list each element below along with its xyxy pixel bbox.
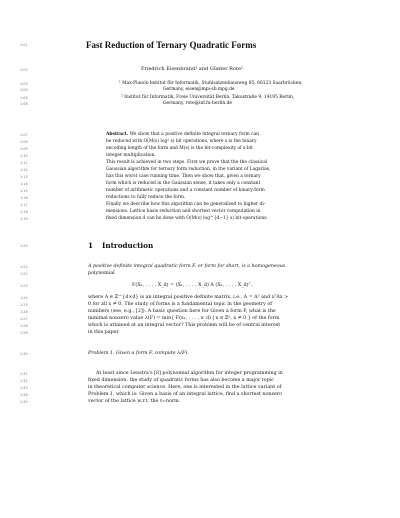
affiliation-line: Germany, rote@inf.fu-berlin.de xyxy=(163,101,232,106)
line-number: 1:20 xyxy=(20,244,28,248)
line-number: 1:24 xyxy=(20,296,28,300)
body-line: Problem 1, which is: Given a basis of an integral lattice, find a shortest nonzero xyxy=(88,392,283,397)
line-number: 1:30 xyxy=(20,352,28,356)
line-number: 1:14 xyxy=(20,182,28,186)
body-line: which is attained at an integral vector? This problem will be of central interest xyxy=(88,323,281,328)
line-number: 1:17 xyxy=(20,203,28,207)
line-number: 1:19 xyxy=(20,217,28,221)
line-number: 1:09 xyxy=(20,147,28,151)
abstract-line: We show that a positive definite integral ternary form can xyxy=(129,132,259,137)
abstract-line: Finally we describe how this algorithm can be generalized to higher di- xyxy=(106,202,266,207)
body-line: minimal nonzero value λ(F) = min{ F(x₁, . . . , x_d) | x ∈ ℤᵈ, x ≠ 0 } of the form xyxy=(88,316,280,321)
line-number: 1:04 xyxy=(20,88,28,92)
line-number: 1:26 xyxy=(20,310,28,314)
line-number: 1:13 xyxy=(20,175,28,179)
line-number: 1:07 xyxy=(20,133,28,137)
line-number: 1:31 xyxy=(20,372,28,376)
section-title: Introduction xyxy=(102,241,154,250)
abstract-label: Abstract. xyxy=(106,132,129,137)
line-number: 1:08 xyxy=(20,140,28,144)
line-number: 1:15 xyxy=(20,189,28,193)
line-number: 1:32 xyxy=(20,379,28,383)
abstract-first-line xyxy=(106,132,259,137)
body-line: where A ∈ ℤ^{d×d} is an integral positive definite matrix, i.e., A = Aᵀ and xᵀAx > xyxy=(88,295,289,300)
abstract-line: fixed dimension d can be done with O(M(s) log^{d−1} s) bit-operations. xyxy=(106,216,268,221)
equation: F(X₁, . . . , X_d) = (X₁, . . . , X_d) A (X₁, . . . , X_d)ᵀ, xyxy=(132,283,253,288)
line-number: 1:05 xyxy=(20,96,28,100)
line-number: 1:02 xyxy=(20,68,28,72)
paper-authors: Friedrich Eisenbrand¹ and Günter Rote² xyxy=(141,66,243,72)
affiliation-line: ² Institut für Informatik, Freie Universität Berlin, Takustraße 9, 14195 Berlin, xyxy=(121,95,295,100)
abstract-line: form which is reduced in the Gaussian sense, it takes only a constant xyxy=(106,181,261,186)
abstract-line: integer multiplication. xyxy=(106,153,156,158)
abstract-line: encoding length of the form and M(s) is the bit-complexity of s-bit xyxy=(106,146,253,151)
abstract-line: Gaussian algorithm for ternary form reduction, in the variant of Lagarias, xyxy=(106,167,271,172)
line-number: 1:27 xyxy=(20,317,28,321)
line-number: 1:35 xyxy=(20,400,28,404)
abstract-line: be reduced with O(M(s) log² s) bit operations, where s is the binary xyxy=(106,139,257,144)
line-number: 1:06 xyxy=(20,102,28,106)
abstract-line: mensions. Lattice basis reduction and shortest vector computation in xyxy=(106,209,261,214)
body-line: numbers (see, e.g., [2]). A basic question here for Given a form F, what is the xyxy=(88,309,276,314)
paper-title: Fast Reduction of Ternary Quadratic Forms xyxy=(86,40,257,50)
line-number: 1:28 xyxy=(20,324,28,328)
line-number: 1:29 xyxy=(20,331,28,335)
body-line: in this paper. xyxy=(88,330,120,335)
abstract-line: has this worst case running time. Then we show that, given a ternary xyxy=(106,174,261,179)
body-line: fixed dimension, the study of quadratic forms has also become a major topic xyxy=(88,378,274,383)
body-line: 0 for all x ≠ 0. The study of forms is a fundamental topic in the geometry of xyxy=(88,302,273,307)
line-number: 1:12 xyxy=(20,168,28,172)
line-number: 1:34 xyxy=(20,393,28,397)
problem-statement: Problem 1. Given a form F, compute λ(F). xyxy=(88,351,189,356)
line-number: 1:18 xyxy=(20,210,28,214)
abstract-line: This result is achieved in two steps. First we prove that the the classical xyxy=(106,160,268,165)
line-number: 1:22 xyxy=(20,272,28,276)
abstract-line: reductions to fully reduce the form. xyxy=(106,195,186,200)
section-number: 1 xyxy=(88,241,94,250)
body-line: At least since Lenstra's [8] polynomial algorithm for integer programming in xyxy=(96,371,283,376)
body-line: polynomial xyxy=(88,271,115,276)
body-line: A positive definite integral quadratic form F, or form for short, is a homogeneous xyxy=(88,264,286,269)
line-number: 1:21 xyxy=(20,265,28,269)
body-line: in theoretical computer science. Here, one is interested in the lattice variant of xyxy=(88,385,282,390)
line-number: 1:16 xyxy=(20,196,28,200)
abstract-line: number of arithmetic operations and a constant number of binary-form xyxy=(106,188,265,193)
line-number: 1:33 xyxy=(20,386,28,390)
line-number: 1:03 xyxy=(20,82,28,86)
line-number: 1:10 xyxy=(20,154,28,158)
line-number: 1:25 xyxy=(20,303,28,307)
line-number: 1:11 xyxy=(20,161,28,165)
affiliation-line: ¹ Max-Planck-Institut für Informatik, Stuhlsatzenhausweg 85, 66123 Saarbrücken, xyxy=(119,81,303,86)
body-line: vector of the lattice w.r.t. the ℓ₂-norm. xyxy=(88,399,181,404)
affiliation-line: Germany, eisen@mpi-sb.mpg.de xyxy=(163,87,235,92)
line-number: 1:23 xyxy=(20,284,28,288)
line-number: 1:01 xyxy=(20,43,28,47)
